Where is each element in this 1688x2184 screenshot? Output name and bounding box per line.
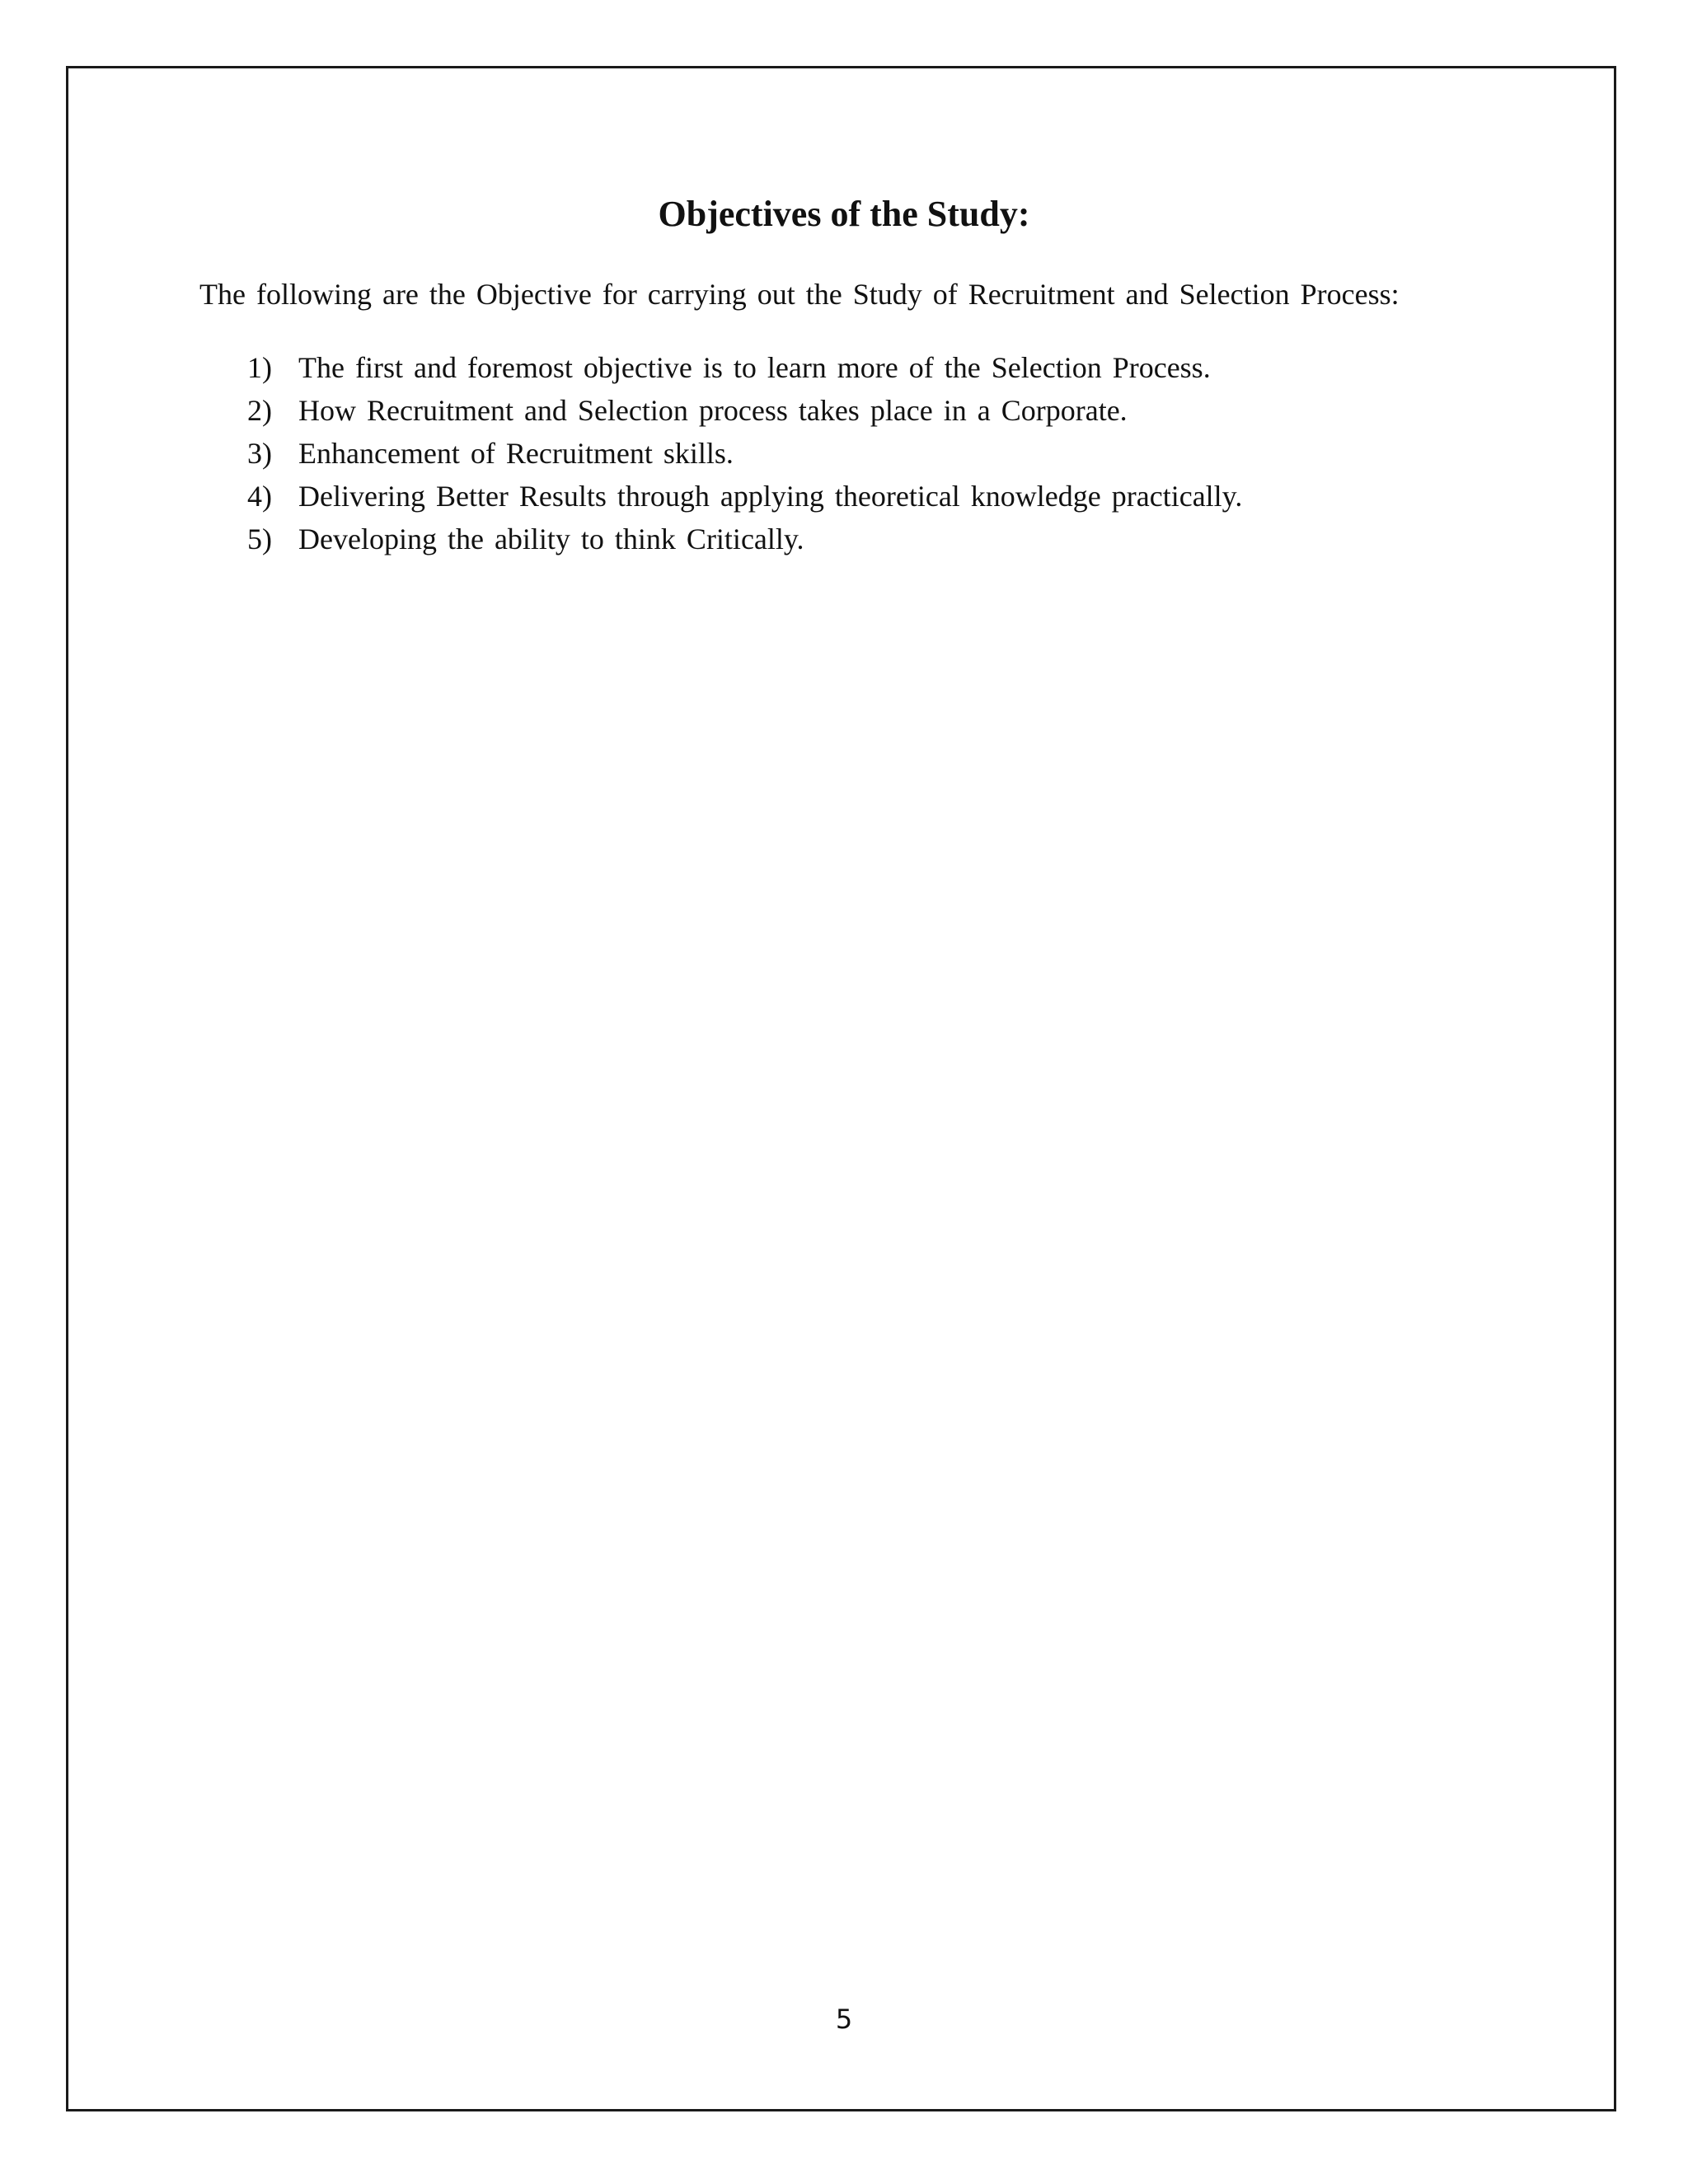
intro-paragraph: The following are the Objective for carrying out the Study of Recruitment and Selection Process:	[199, 278, 1400, 311]
page-number: 5	[835, 2004, 853, 2035]
list-item-number: 4)	[247, 480, 272, 513]
objectives-list	[247, 346, 1242, 560]
list-item	[247, 389, 1242, 432]
list-item	[247, 475, 1242, 518]
list-item-text: Delivering Better Results through applying theoretical knowledge practically.	[298, 480, 1243, 513]
list-item-number: 3)	[247, 437, 272, 470]
list-item	[247, 432, 1242, 475]
list-item	[247, 518, 1242, 560]
list-item-text: Developing the ability to think Critically.	[298, 523, 804, 555]
list-item-text: Enhancement of Recruitment skills.	[298, 437, 734, 470]
page-title: Objectives of the Study:	[658, 194, 1030, 234]
list-item	[247, 346, 1242, 389]
list-item-number: 2)	[247, 394, 272, 427]
list-item-text: The first and foremost objective is to learn more of the Selection Process.	[298, 351, 1211, 384]
list-item-number: 5)	[247, 523, 272, 555]
list-item-text: How Recruitment and Selection process takes place in a Corporate.	[298, 394, 1128, 427]
list-item-number: 1)	[247, 351, 272, 384]
